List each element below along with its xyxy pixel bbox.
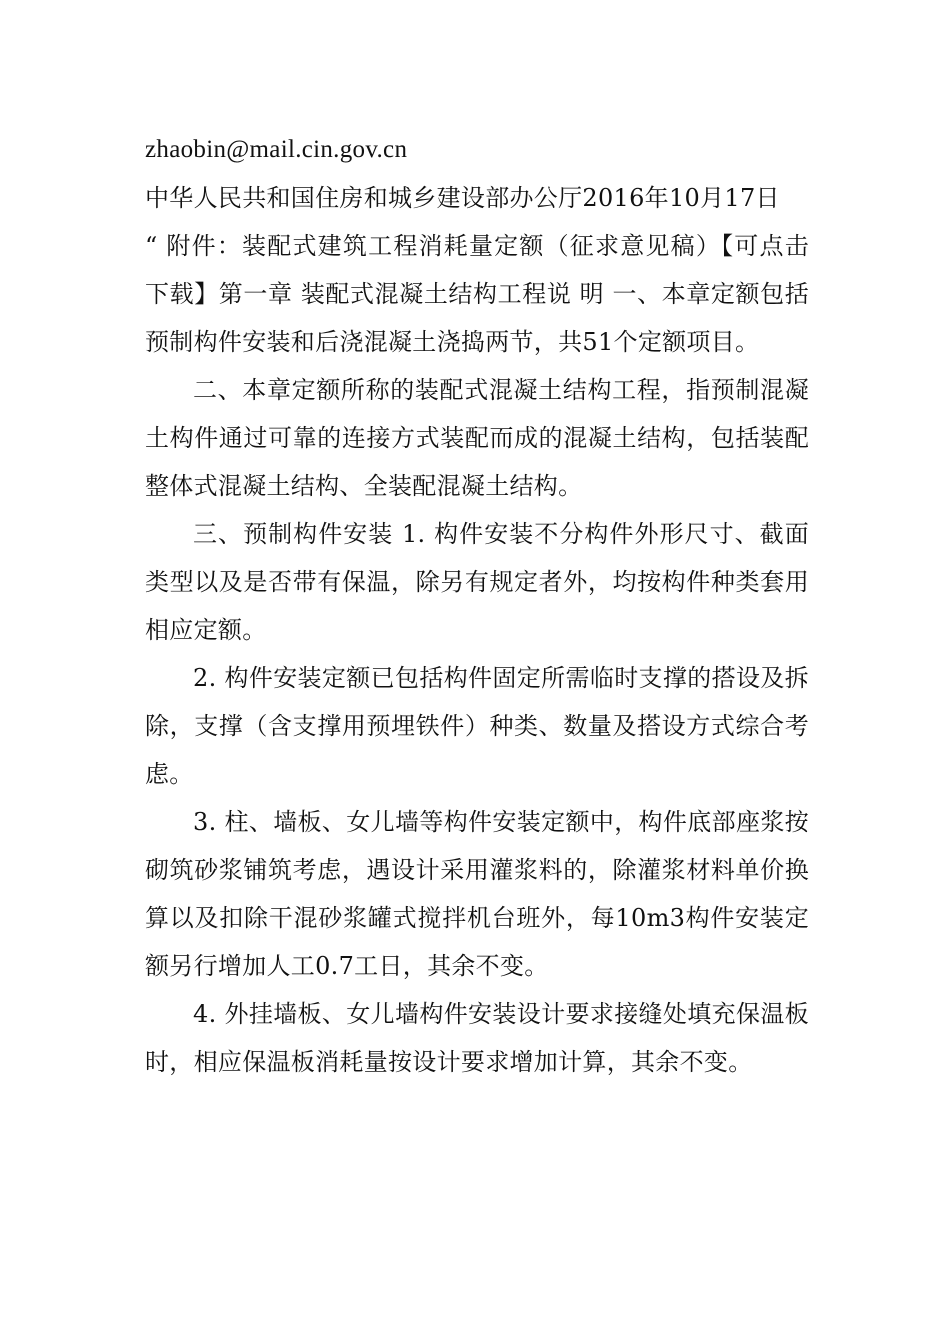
paragraph-section-two: 二、本章定额所称的装配式混凝土结构工程，指预制混凝土构件通过可靠的连接方式装配而成的混凝土结构，包括装配整体式混凝土结构、全装配混凝土结构。 — [145, 376, 809, 500]
paragraph-attachment-intro: “ 附件：装配式建筑工程消耗量定额（征求意见稿）【可点击下载】第一章 装配式混凝土结构工程说 明 一、本章定额包括预制构件安装和后浇混凝土浇捣两节，共51个定额项目。 — [145, 232, 809, 356]
paragraph-item-2: 2. 构件安装定额已包括构件固定所需临时支撑的搭设及拆除，支撑（含支撑用预埋铁件）种类、数量及搭设方式综合考虑。 — [145, 664, 809, 788]
contact-email: zhaobin@mail.cin.gov.cn — [145, 136, 408, 163]
issuer-date-line: 中华人民共和国住房和城乡建设部办公厅2016年10月17日 — [145, 184, 780, 212]
paragraph-section-three: 三、预制构件安装 1. 构件安装不分构件外形尺寸、截面类型以及是否带有保温，除另有规定者外，均按构件种类套用相应定额。 — [145, 520, 809, 644]
paragraph-item-4: 4. 外挂墙板、女儿墙构件安装设计要求接缝处填充保温板时，相应保温板消耗量按设计要求增加计算，其余不变。 — [145, 1000, 809, 1076]
paragraph-item-3: 3. 柱、墙板、女儿墙等构件安装定额中，构件底部座浆按砌筑砂浆铺筑考虑，遇设计采用灌浆料的，除灌浆材料单价换算以及扣除干混砂浆罐式搅拌机台班外，每10m3构件安装定额另行增加人工0.7工日，其余不变。 — [145, 808, 809, 980]
document-body — [145, 126, 809, 1086]
